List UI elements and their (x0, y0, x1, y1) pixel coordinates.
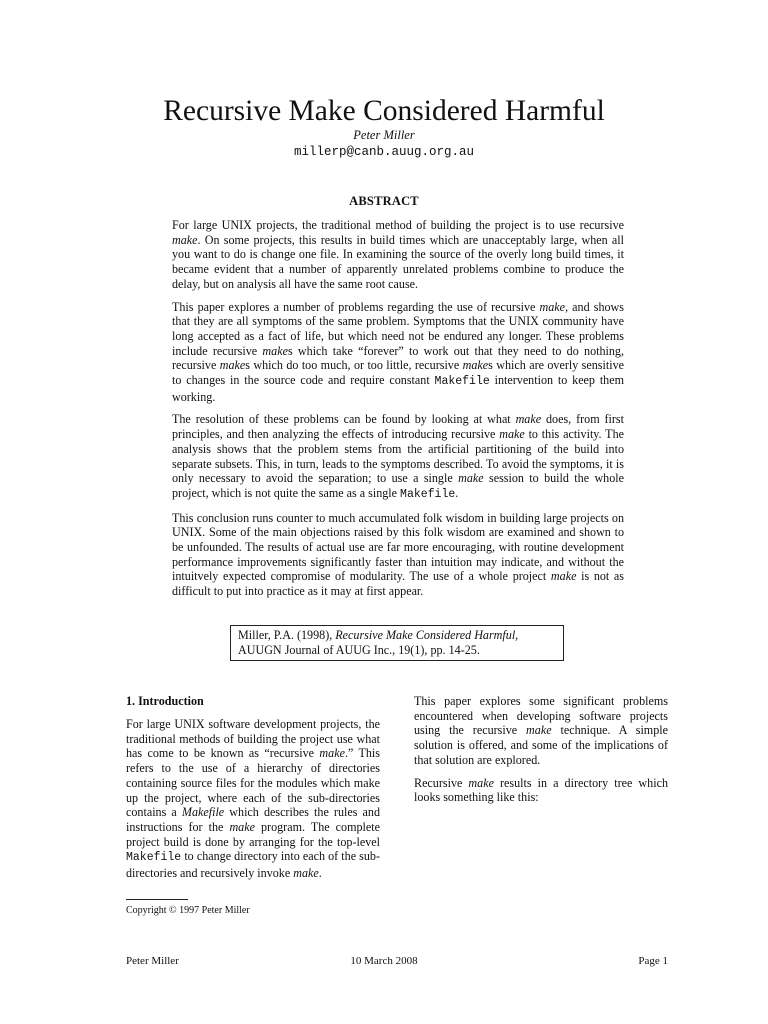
paper-title: Recursive Make Considered Harmful (163, 95, 605, 127)
abstract-body (172, 218, 624, 607)
abstract-paragraph-4: This conclusion runs counter to much accumulated folk wisdom in building large projects on UNIX. Some of the main objections raised by this folk wisdom are examined and shown to be unfounded. The results of actual use are far more encouraging, with routine development performance improvements significantly faster than intuition may indicate, and without the intuitvely expected compromise of modularity. The use of a whole project make is not as difficult to put into practice as it may at first appear. (172, 510, 624, 599)
citation-line-2: AUUGN Journal of AUUG Inc., 19(1), pp. 14-25. (238, 642, 480, 657)
abstract-paragraph-3: The resolution of these problems can be found by looking at what make does, from first principles, and then analyzing the effects of introducing recursive make to this activity. The analysis shows that the problem stems from the artificial partitioning of the build into separate subsets. This, in turn, leads to the symptoms described. To avoid the symptoms, it is only necessary to avoid the separation; to use a single make session to build the whole project, which is not quite the same as a single Makefile. (172, 412, 625, 501)
right-column (414, 694, 668, 813)
citation-box (230, 625, 564, 661)
copyright-footnote: Copyright © 1997 Peter Miller (126, 905, 250, 916)
section-heading-introduction: 1. Introduction (126, 694, 204, 708)
footnote-divider (126, 899, 188, 900)
author-name: Peter Miller (353, 128, 415, 142)
abstract-heading: ABSTRACT (349, 194, 419, 208)
footer-page-number: Page 1 (638, 955, 668, 967)
abstract-paragraph-1: For large UNIX projects, the traditional method of building the project is to use recursive make. On some projects, this results in build times which are unacceptably large, when all you want to do is change one file. In examining the source of the overly long build times, it became evident that a number of apparently unrelated problems combine to produce the delay, but on analysis all have the same root cause. (172, 218, 624, 291)
left-column (126, 694, 380, 889)
footer-author: Peter Miller (126, 955, 179, 967)
citation-line-1: Miller, P.A. (1998), Recursive Make Considered Harmful, (238, 628, 519, 642)
footer-date: 10 March 2008 (350, 955, 418, 967)
abstract-paragraph-2: This paper explores a number of problems regarding the use of recursive make, and shows that they are all symptoms of the same problem. Symptoms that the UNIX community have long accepted as a fact of life, but which need not be endured any longer. These problems include recursive makes which take “forever” to work out that they need to do nothing, recursive makes which do too much, or too little, recursive makes which are overly sensitive to changes in the source code and require constant Makefile intervention to keep them working. (172, 299, 625, 404)
intro-paragraph-3: Recursive make results in a directory tree which looks something like this: (414, 775, 668, 805)
intro-paragraph-2: This paper explores some significant problems encountered when developing software projects using the recursive make technique. A simple solution is offered, and some of the implications of that solution are explored. (414, 694, 668, 767)
author-email: millerp@canb.auug.org.au (293, 145, 475, 159)
intro-paragraph-1: For large UNIX software development projects, the traditional methods of building the project use what has come to be known as “recursive make.” This refers to the use of a hierarchy of directories containing source files for the modules which make up the project, where each of the sub-directories contains a Makefile which describes the rules and instructions for the make program. The complete project build is done by arranging for the top-level Makefile to change directory into each of the sub-directories and recursively invoke make. (126, 717, 380, 881)
